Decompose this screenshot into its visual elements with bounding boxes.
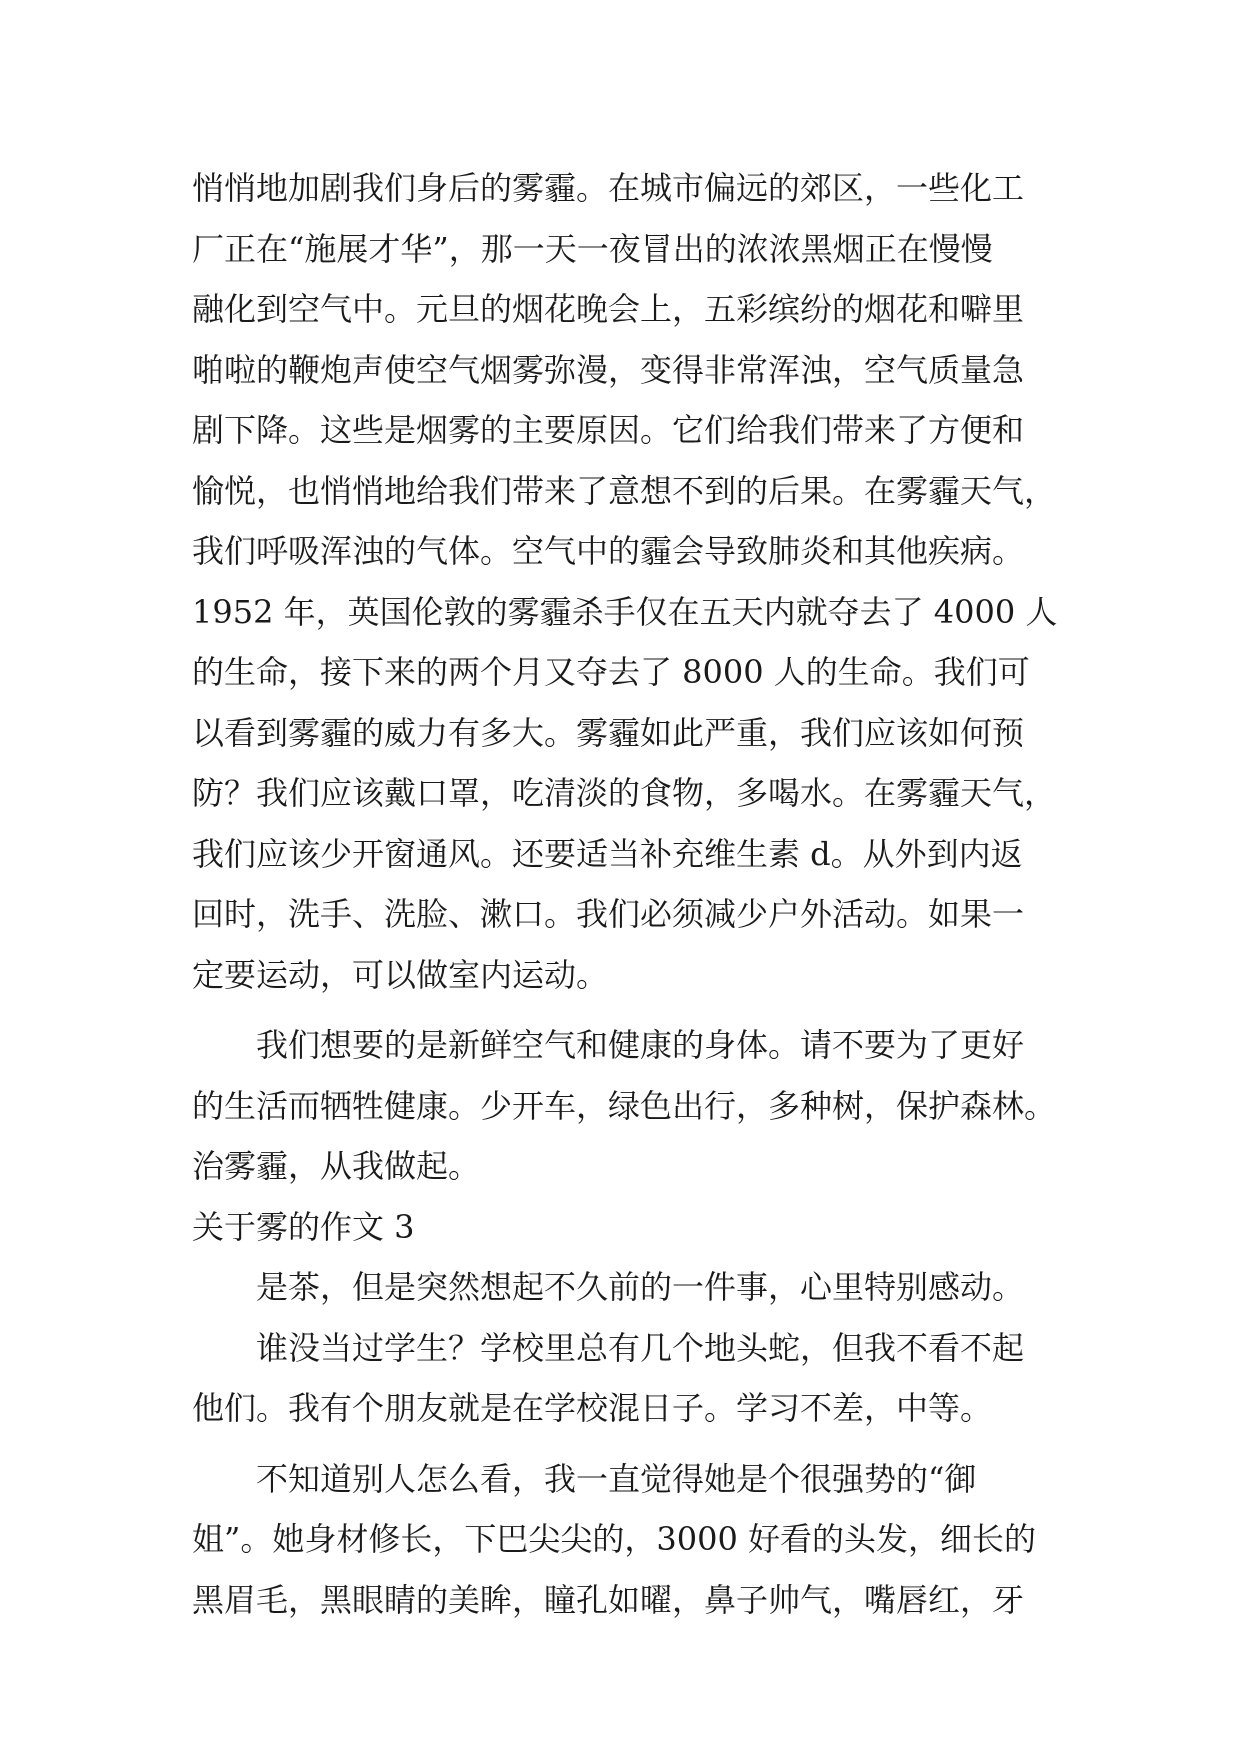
paragraph-line: 他们。我有个朋友就是在学校混日子。学习不差，中等。 [192,1389,993,1427]
paragraph-line: 防？我们应该戴口罩，吃清淡的食物，多喝水。在雾霾天气， [192,774,1057,812]
paragraph-line: 我们呼吸浑浊的气体。空气中的霾会导致肺炎和其他疾病。 [192,532,1025,570]
paragraph-line: 厂正在“施展才华”，那一天一夜冒出的浓浓黑烟正在慢慢 [192,229,993,268]
paragraph-line: 啪啦的鞭炮声使空气烟雾弥漫，变得非常浑浊，空气质量急 [192,350,1025,389]
paragraph-line: 愉悦，也悄悄地给我们带来了意想不到的后果。在雾霾天气， [192,471,1057,510]
paragraph-line: 的生命，接下来的两个月又夺去了 8000 人的生命。我们可 [192,653,1030,691]
paragraph-line: 回时，洗手、洗脸、漱口。我们必须减少户外活动。如果一 [192,895,1025,933]
paragraph-line: 的生活而牺牲健康。少开车，绿色出行，多种树，保护森林。 [192,1086,1057,1125]
paragraph-line: 以看到雾霾的威力有多大。雾霾如此严重，我们应该如何预 [192,713,1025,752]
paragraph-line: 治雾霾，从我做起。 [192,1147,481,1185]
paragraph-line: 不知道别人怎么看，我一直觉得她是个很强势的“御 [256,1459,977,1498]
paragraph-line: 悄悄地加剧我们身后的雾霾。在城市偏远的郊区，一些化工 [192,169,1025,207]
paragraph-line: 融化到空气中。元旦的烟花晚会上，五彩缤纷的烟花和噼里 [192,290,1025,328]
paragraph-line: 定要运动，可以做室内运动。 [192,955,609,994]
paragraph-line: 黑眉毛，黑眼睛的美眸，瞳孔如曜，鼻子帅气，嘴唇红，牙 [192,1580,1025,1619]
document-body [192,158,1062,1630]
paragraph-line: 1952 年，英国伦敦的雾霾杀手仅在五天内就夺去了 4000 人 [192,592,1058,631]
paragraph-line: 谁没当过学生？学校里总有几个地头蛇，但我不看不起 [256,1328,1025,1367]
paragraph-line: 剧下降。这些是烟雾的主要原因。它们给我们带来了方便和 [192,411,1025,449]
paragraph-line: 是茶，但是突然想起不久前的一件事，心里特别感动。 [256,1268,1025,1306]
paragraph-line: 我们想要的是新鲜空气和健康的身体。请不要为了更好 [256,1026,1025,1064]
paragraph-line: 姐”。她身材修长，下巴尖尖的，3000 好看的头发，细长的 [192,1520,1036,1558]
paragraph-line: 我们应该少开窗通风。还要适当补充维生素 d。从外到内返 [192,834,1023,873]
section-heading: 关于雾的作文 3 [192,1207,415,1246]
